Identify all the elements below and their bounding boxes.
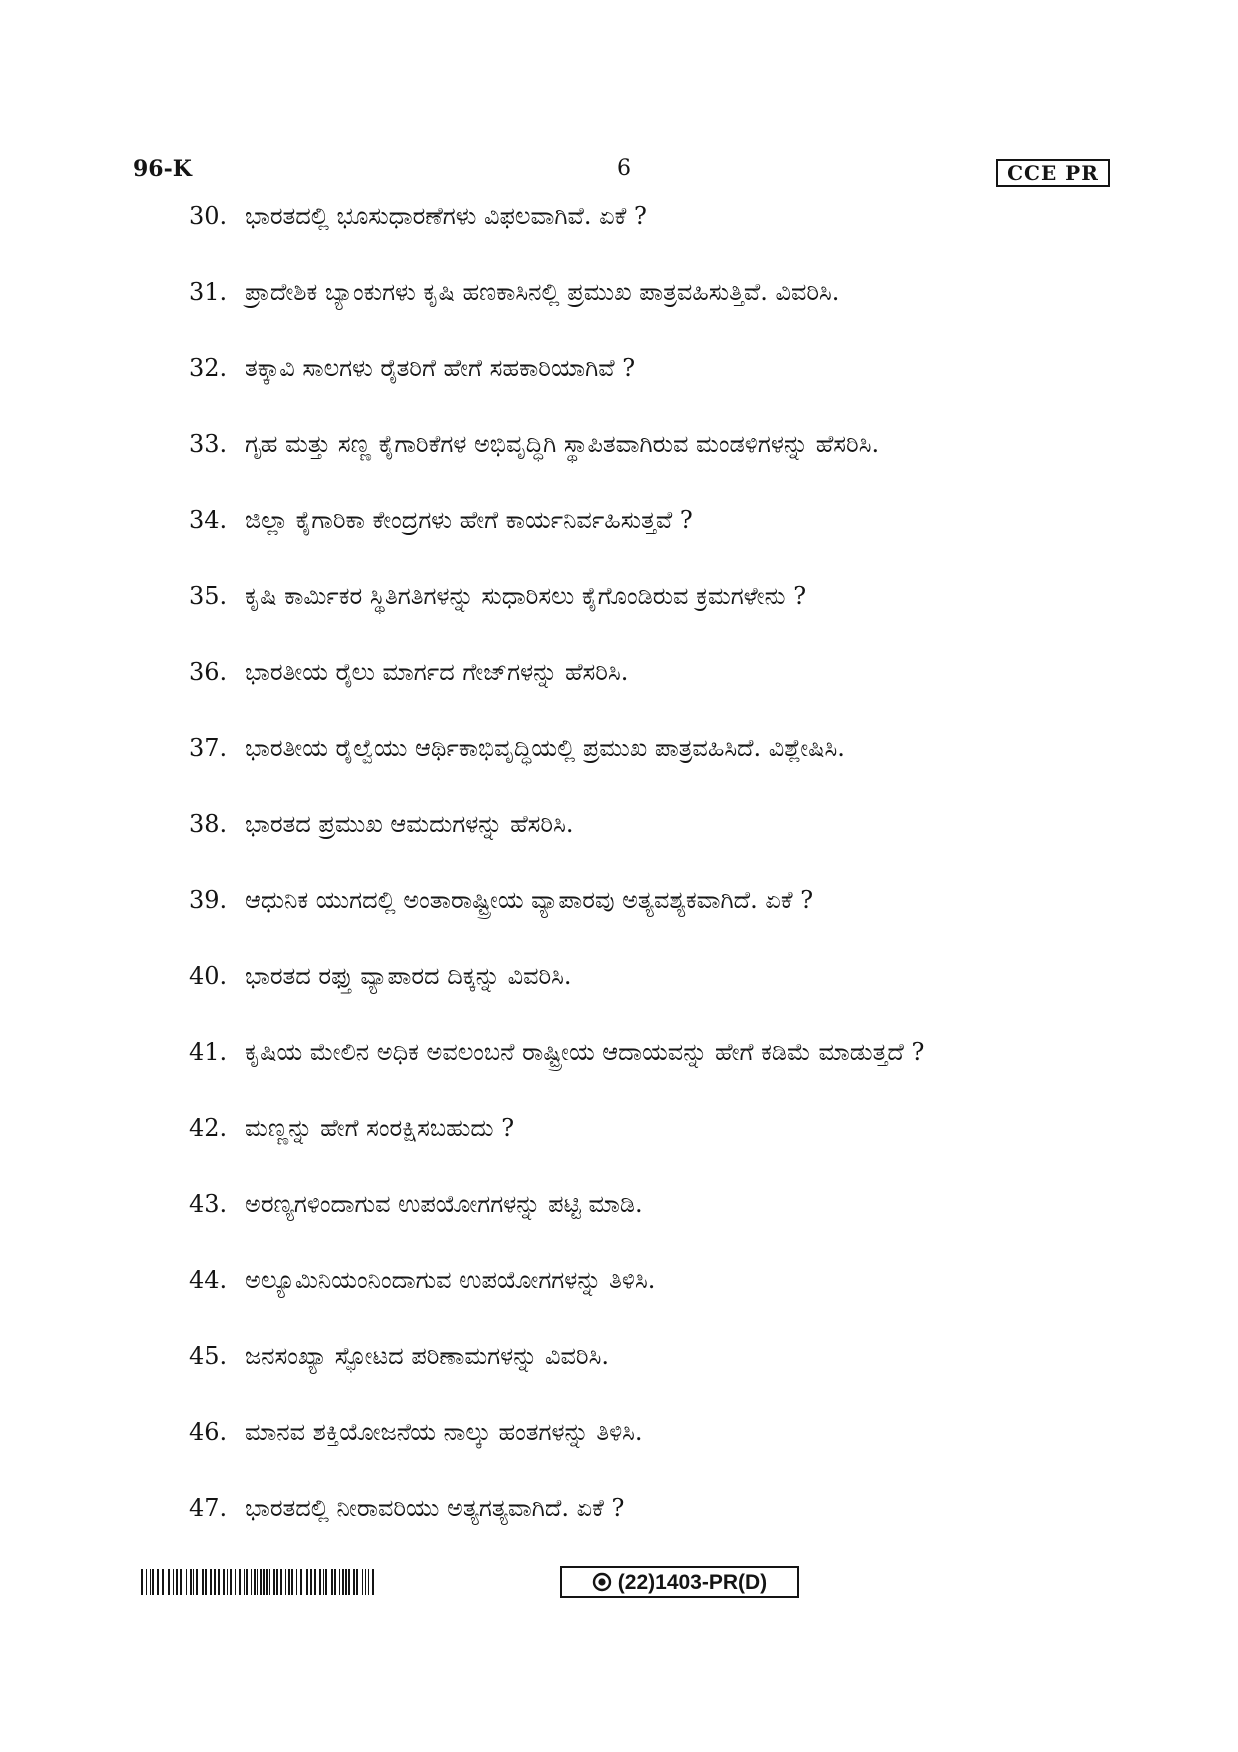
question-list [189,200,1128,1568]
barcode-bar [239,1569,241,1595]
footer-paper-code-box [560,1566,799,1598]
barcode-bar [310,1569,312,1595]
question-number: 36. [189,658,228,686]
barcode-bar [235,1569,236,1595]
question-text: ಭಾರತದ ಪ್ರಮುಖ ಆಮದುಗಳನ್ನು ಹೆಸರಿಸಿ. [245,810,574,838]
question-number: 31. [189,278,228,306]
question-item [189,884,1128,960]
circle-mark-icon [592,1572,612,1592]
barcode-bar [291,1569,293,1595]
barcode-bar [180,1569,182,1595]
question-text: ಭಾರತದಲ್ಲಿ ಭೂಸುಧಾರಣೆಗಳು ವಿಫಲವಾಗಿವೆ. ಏಕೆ ? [245,202,647,230]
barcode-bar [372,1569,374,1595]
question-number: 38. [189,810,228,838]
barcode-bar [266,1569,268,1595]
question-number: 37. [189,734,228,762]
question-number: 45. [189,1342,228,1370]
question-number: 43. [189,1190,228,1218]
question-text: ಆಧುನಿಕ ಯುಗದಲ್ಲಿ ಅಂತಾರಾಷ್ಟ್ರೀಯ ವ್ಯಾಪಾರವು ಅತ್ಯವಶ್ಯಕವಾಗಿದೆ. ಏಕೆ ? [245,886,814,914]
barcode-bar [314,1569,316,1595]
question-text: ಭಾರತೀಯ ರೈಲ್ವೆಯು ಆರ್ಥಿಕಾಭಿವೃದ್ಧಿಯಲ್ಲಿ ಪ್ರಮುಖ ಪಾತ್ರವಹಿಸಿದೆ. ವಿಶ್ಲೇಷಿಸಿ. [245,734,845,762]
question-item [189,1112,1128,1188]
barcode-bar [325,1569,327,1595]
barcode-bar [362,1569,363,1595]
barcode-bar [348,1569,350,1595]
barcode-bar [285,1569,286,1595]
barcode-bar [146,1569,147,1595]
barcode-bar [152,1569,154,1595]
barcode-bar [214,1569,216,1595]
question-item [189,1492,1128,1568]
barcode-bar [334,1569,336,1595]
question-text: ಭಾರತದ ರಫ್ತು ವ್ಯಾಪಾರದ ದಿಕ್ಕನ್ನು ವಿವರಿಸಿ. [245,962,572,990]
footer-paper-code: (22)1403-PR(D) [617,1570,768,1594]
question-number: 33. [189,430,228,458]
barcode-bar [331,1569,333,1595]
question-item [189,960,1128,1036]
barcode-bar [368,1569,369,1595]
barcode-bar [157,1569,159,1595]
barcode-bar [260,1569,262,1595]
question-text: ಕೃಷಿಯ ಮೇಲಿನ ಅಧಿಕ ಅವಲಂಬನೆ ರಾಷ್ಟ್ರೀಯ ಆದಾಯವನ್ನು ಹೇಗೆ ಕಡಿಮೆ ಮಾಡುತ್ತದೆ ? [245,1038,925,1066]
barcode-bar [296,1569,297,1595]
barcode-bar [251,1569,252,1595]
barcode-bar [223,1569,225,1595]
barcode-bar [319,1569,321,1595]
barcode-bar [202,1569,204,1595]
barcode-bar [280,1569,282,1595]
barcode-bar [246,1569,248,1595]
question-item [189,276,1128,352]
barcode-bar [356,1569,358,1595]
barcode-bar [218,1569,220,1595]
barcode-bar [345,1569,347,1595]
question-item [189,200,1128,276]
question-number: 30. [189,202,228,230]
barcode-bar [254,1569,256,1595]
paper-code-header: 96-K [133,156,192,182]
barcode-bar [257,1569,258,1595]
question-item [189,1036,1128,1112]
question-item [189,504,1128,580]
question-item [189,732,1128,808]
barcode-bar [186,1569,187,1595]
barcode-bar [323,1569,324,1595]
question-number: 44. [189,1266,228,1294]
question-item [189,1188,1128,1264]
barcode-bar [353,1569,355,1595]
barcode-bar [269,1569,270,1595]
barcode-bar [150,1569,151,1595]
question-text: ಪ್ರಾದೇಶಿಕ ಬ್ಯಾಂಕುಗಳು ಕೃಷಿ ಹಣಕಾಸಿನಲ್ಲಿ ಪ್ರಮುಖ ಪಾತ್ರವಹಿಸುತ್ತಿವೆ. ವಿವರಿಸಿ. [245,278,840,306]
barcode-bar [210,1569,212,1595]
question-text: ಜಿಲ್ಲಾ ಕೈಗಾರಿಕಾ ಕೇಂದ್ರಗಳು ಹೇಗೆ ಕಾರ್ಯನಿರ್ವಹಿಸುತ್ತವೆ ? [245,506,693,534]
barcode-bar [168,1569,170,1595]
series-badge: CCE PR [996,159,1110,187]
question-number: 42. [189,1114,228,1142]
question-text: ಜನಸಂಖ್ಯಾ ಸ್ಫೋಟದ ಪರಿಣಾಮಗಳನ್ನು ವಿವರಿಸಿ. [245,1342,609,1370]
question-number: 35. [189,582,228,610]
barcode-bar [288,1569,290,1595]
question-item [189,428,1128,504]
question-item [189,1416,1128,1492]
barcode-bar [230,1569,232,1595]
question-text: ಅರಣ್ಯಗಳಿಂದಾಗುವ ಉಪಯೋಗಗಳನ್ನು ಪಟ್ಟಿ ಮಾಡಿ. [245,1190,643,1218]
question-text: ತಕ್ಕಾವಿ ಸಾಲಗಳು ರೈತರಿಗೆ ಹೇಗೆ ಸಹಕಾರಿಯಾಗಿವೆ ? [245,354,636,382]
barcode-bar [190,1569,192,1595]
question-text: ಗೃಹ ಮತ್ತು ಸಣ್ಣ ಕೈಗಾರಿಕೆಗಳ ಅಭಿವೃದ್ಧಿಗಿ ಸ್ಥಾಪಿತವಾಗಿರುವ ಮಂಡಳಿಗಳನ್ನು ಹೆಸರಿಸಿ. [245,430,880,458]
question-number: 32. [189,354,228,382]
question-number: 40. [189,962,228,990]
barcode-bar [193,1569,194,1595]
barcode-bar [227,1569,228,1595]
barcode [141,1569,377,1595]
barcode-bar [205,1569,207,1595]
question-item [189,1264,1128,1340]
question-item [189,352,1128,428]
question-number: 41. [189,1038,228,1066]
question-text: ಮಣ್ಣನ್ನು ಹೇಗೆ ಸಂರಕ್ಷಿಸಬಹುದು ? [245,1114,515,1142]
barcode-bar [300,1569,302,1595]
question-number: 34. [189,506,228,534]
barcode-bar [196,1569,198,1595]
barcode-bar [306,1569,308,1595]
question-item [189,808,1128,884]
question-number: 39. [189,886,228,914]
barcode-bar [141,1569,143,1595]
question-text: ಅಲ್ಯೂಮಿನಿಯಂನಿಂದಾಗುವ ಉಪಯೋಗಗಳನ್ನು ತಿಳಿಸಿ. [245,1266,656,1294]
barcode-bar [173,1569,174,1595]
question-text: ಕೃಷಿ ಕಾರ್ಮಿಕರ ಸ್ಥಿತಿಗತಿಗಳನ್ನು ಸುಧಾರಿಸಲು ಕೈಗೊಂಡಿರುವ ಕ್ರಮಗಳೇನು ? [245,582,807,610]
question-number: 46. [189,1418,228,1446]
question-number: 47. [189,1494,228,1522]
question-item [189,580,1128,656]
question-item [189,1340,1128,1416]
barcode-bar [162,1569,164,1595]
question-text: ಭಾರತದಲ್ಲಿ ನೀರಾವರಿಯು ಅತ್ಯಗತ್ಯವಾಗಿದೆ. ಏಕೆ ? [245,1494,625,1522]
barcode-bar [342,1569,344,1595]
barcode-bar [276,1569,278,1595]
barcode-bar [339,1569,340,1595]
question-text: ಮಾನವ ಶಕ್ತಿಯೋಜನೆಯ ನಾಲ್ಕು ಹಂತಗಳನ್ನು ತಿಳಿಸಿ. [245,1418,643,1446]
barcode-bar [263,1569,265,1595]
barcode-bar [244,1569,245,1595]
question-item [189,656,1128,732]
page-number: 6 [617,156,631,181]
barcode-bar [365,1569,366,1595]
question-text: ಭಾರತೀಯ ರೈಲು ಮಾರ್ಗದ ಗೇಜ್‌ಗಳನ್ನು ಹೆಸರಿಸಿ. [245,658,629,686]
barcode-bar [273,1569,275,1595]
barcode-bar [176,1569,178,1595]
